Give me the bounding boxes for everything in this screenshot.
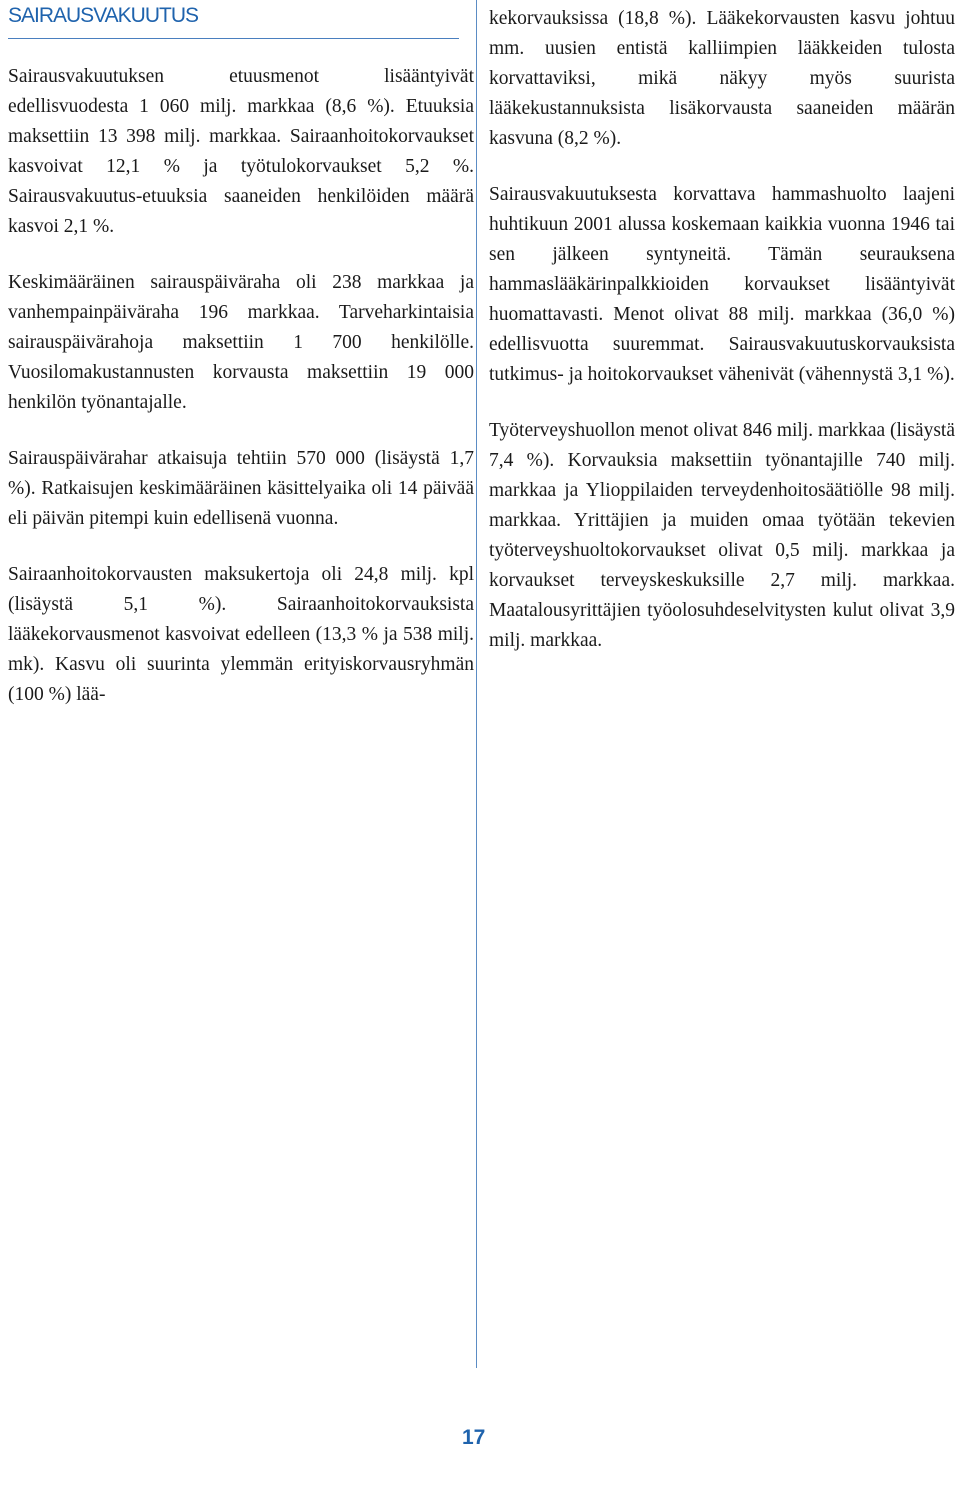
page-number: 17 <box>462 1426 486 1449</box>
body-paragraph: Keskimääräinen sairauspäiväraha oli 238 markkaa ja vanhempainpäiväraha 196 markkaa. Tarveharkintaisia sairauspäivärahoja maksettiin 1 700 henkilölle. Vuosilomakustannusten korvausta maksettiin 19 000 henkilön työnantajalle. <box>8 272 474 413</box>
body-paragraph: Sairauspäivärahar atkaisuja tehtiin 570 000 (lisäystä 1,7 %). Ratkaisujen keskimääräinen käsittelyaika oli 14 päivää eli päivän pitempi kuin edellisenä vuonna. <box>8 448 474 529</box>
body-paragraph: Sairausvakuutuksesta korvattava hammashuolto laajeni huhtikuun 2001 alussa koskemaan kaikkia vuonna 1946 tai sen jälkeen syntyneitä. Tämän seurauksena hammaslääkärinpalkkioiden korvaukset lisääntyivät huomattavasti. Menot olivat 88 milj. markkaa (36,0 %) edellisvuotta suuremmat. Sairausvakuutuskorvauksista tutkimus- ja hoitokorvaukset vähenivät (vähennystä 3,1 %). <box>489 184 955 385</box>
body-paragraph: Työterveyshuollon menot olivat 846 milj. markkaa (lisäystä 7,4 %). Korvauksia maksettiin työnantajille 740 milj. markkaa ja Ylioppilaiden terveydenhoitosäätiölle 98 milj. markkaa. Yrittäjien ja muiden omaa työtään tekevien työterveyshuoltokorvaukset olivat 0,5 milj. markkaa ja korvaukset terveyskeskuksille 2,7 milj. markkaa. Maatalousyrittäjien työolosuhdeselvitysten kulut olivat 3,9 milj. markkaa. <box>489 420 956 651</box>
body-paragraph: Sairausvakuutuksen etuusmenot lisääntyivät edellisvuodesta 1 060 milj. markkaa (8,6 %). Etuuksia maksettiin 13 398 milj. markkaa. Sairaanhoitokorvaukset kasvoivat 12,1 % ja työtulokorvaukset 5,2 %. Sairausvakuutus-etuuksia saaneiden henkilöiden määrä kasvoi 2,1 %. <box>8 66 474 237</box>
body-paragraph: kekorvauksissa (18,8 %). Lääkekorvausten kasvu johtuu mm. uusien entistä kalliimpien lääkkeiden tulosta korvattaviksi, mikä näkyy myös suurista lääkekustannuksista lisäkorvausta saaneiden määrän kasvuna (8,2 %). <box>489 8 955 149</box>
body-paragraph: Sairaanhoitokorvausten maksukertoja oli 24,8 milj. kpl (lisäystä 5,1 %). Sairaanhoitokorvauksista lääkekorvausmenot kasvoivat edelleen (13,3 % ja 538 milj. mk). Kasvu oli suurinta ylemmän erityiskorvausryhmän (100 %) lää- <box>8 564 474 705</box>
column-divider <box>476 0 477 1368</box>
section-title: SAIRAUSVAKUUTUS <box>8 4 198 27</box>
title-rule <box>8 38 459 39</box>
right-column <box>489 4 955 682</box>
left-column <box>8 62 474 736</box>
